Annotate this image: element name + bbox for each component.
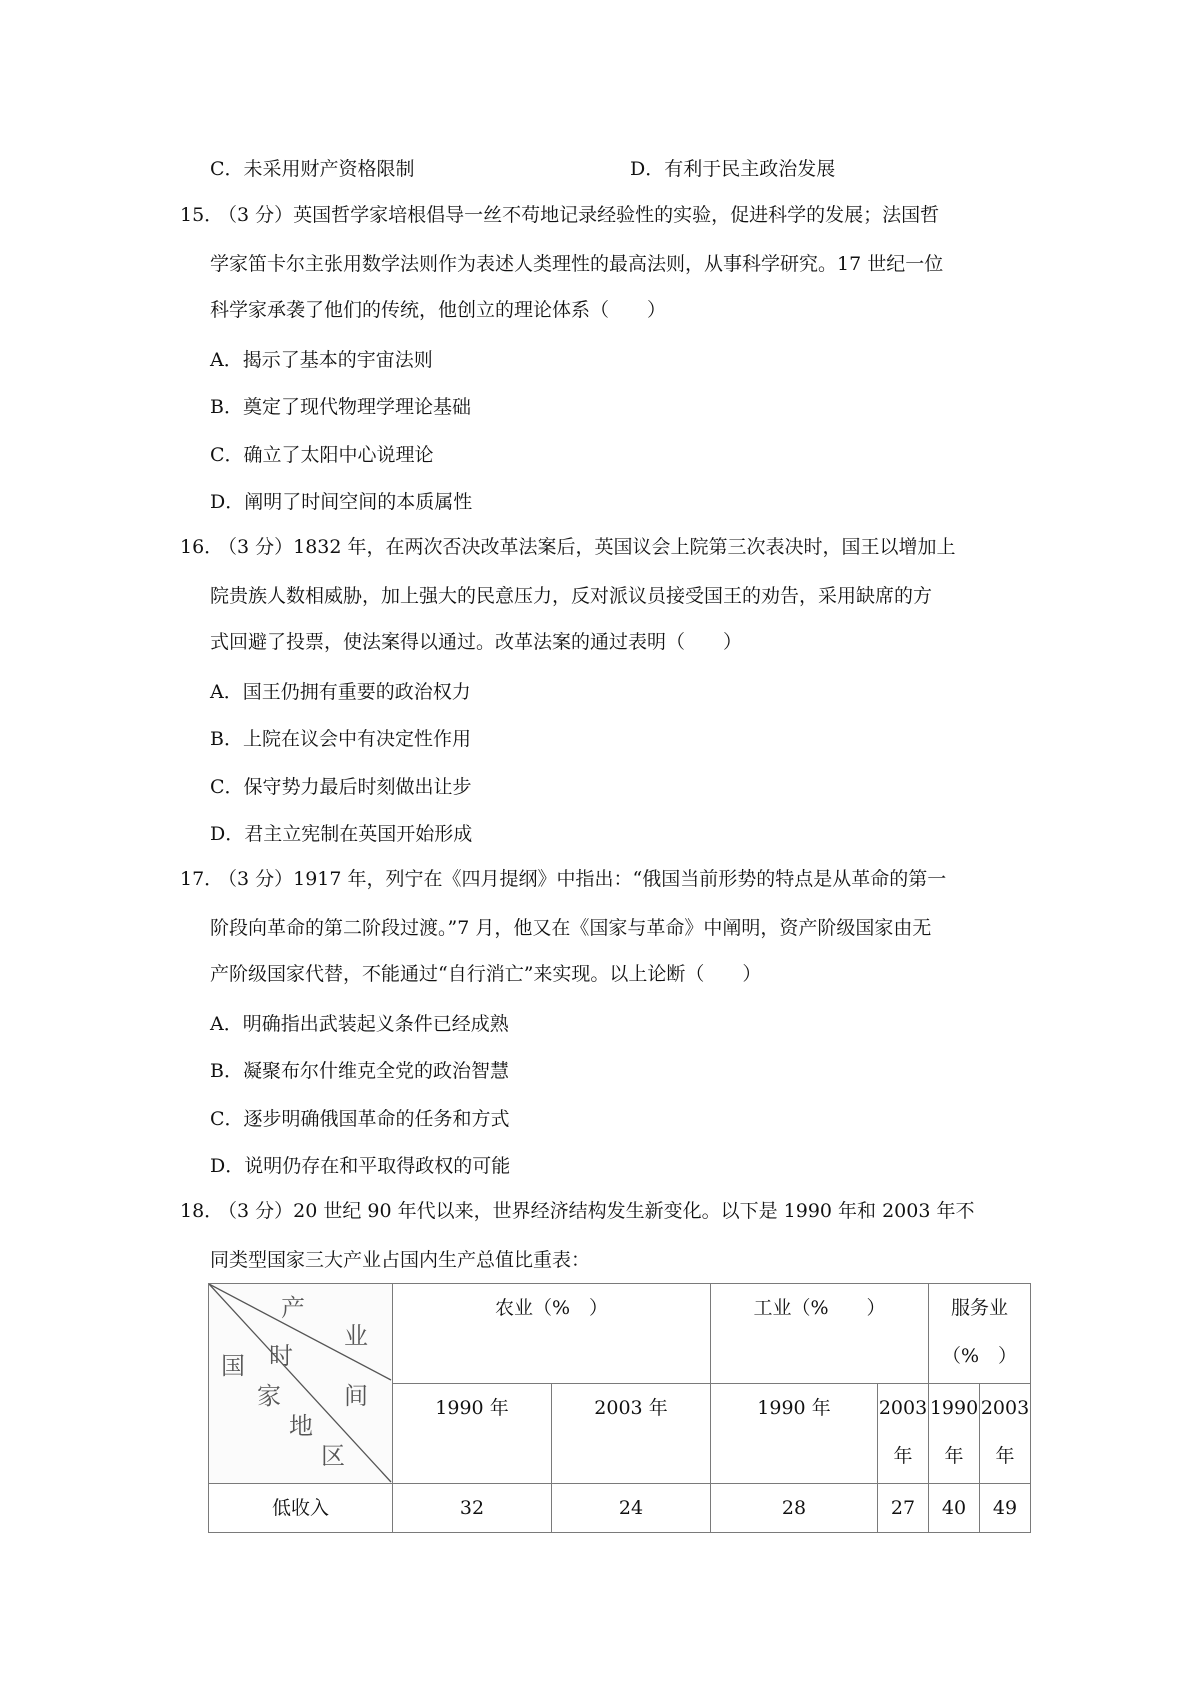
- q17-option-c: C．逐步明确俄国革命的任务和方式: [210, 1108, 510, 1130]
- q16-option-a: A．国王仍拥有重要的政治权力: [210, 681, 471, 703]
- diag-char-jian: 间: [344, 1382, 368, 1410]
- cell-agri-2003: 24: [552, 1484, 711, 1533]
- q15-option-a: A．揭示了基本的宇宙法则: [210, 349, 433, 371]
- diag-char-qu: 区: [321, 1442, 345, 1470]
- diag-char-shi: 时: [269, 1342, 293, 1370]
- year-ind-2003: [878, 1384, 929, 1484]
- header-industry: 工业（% ）: [711, 1284, 929, 1384]
- diag-char-chan: 产: [281, 1294, 305, 1322]
- diag-char-jia: 家: [257, 1382, 281, 1410]
- cell-agri-1990: 32: [393, 1484, 552, 1533]
- q15-stem-line1: （3 分）英国哲学家培根倡导一丝不苟地记录经验性的实验，促进科学的发展；法国哲: [218, 204, 940, 226]
- q15-option-c: C．确立了太阳中心说理论: [210, 444, 434, 466]
- q17-option-d: D．说明仍存在和平取得政权的可能: [210, 1155, 511, 1177]
- diag-char-ye: 业: [344, 1322, 368, 1350]
- q15-option-b: B．奠定了现代物理学理论基础: [210, 396, 471, 418]
- cell-srv-1990: 40: [929, 1484, 980, 1533]
- q16-number: 16．: [180, 536, 224, 558]
- year-agri-1990: 1990 年: [393, 1384, 552, 1484]
- q17-option-a: A．明确指出武装起义条件已经成熟: [210, 1013, 509, 1035]
- diagonal-header-cell: [209, 1284, 393, 1484]
- q14-option-c: C．未采用财产资格限制: [210, 158, 415, 180]
- q17-stem-line1: （3 分）1917 年，列宁在《四月提纲》中指出：“俄国当前形势的特点是从革命的第一: [218, 868, 947, 890]
- cell-ind-1990: 28: [711, 1484, 878, 1533]
- year-srv-1990-l2: 年: [944, 1445, 964, 1467]
- year-agri-2003: 2003 年: [552, 1384, 711, 1484]
- header-agriculture: 农业（% ）: [393, 1284, 711, 1384]
- q17-number: 17．: [180, 868, 224, 890]
- year-ind-1990: 1990 年: [711, 1384, 878, 1484]
- q17-option-b: B．凝聚布尔什维克全党的政治智慧: [210, 1060, 509, 1082]
- q16-option-d: D．君主立宪制在英国开始形成: [210, 823, 473, 845]
- q15-number: 15．: [180, 204, 224, 226]
- q17-stem-line3: 产阶级国家代替，不能通过“自行消亡”来实现。以上论断（ ）: [210, 963, 762, 985]
- q16-option-b: B．上院在议会中有决定性作用: [210, 728, 471, 750]
- q16-stem-line2: 院贵族人数相威胁，加上强大的民意压力，反对派议员接受国王的劝告，采用缺席的方: [210, 585, 933, 607]
- cell-srv-2003: 49: [980, 1484, 1031, 1533]
- diag-char-di: 地: [289, 1412, 313, 1440]
- year-srv-2003-l2: 年: [995, 1445, 1015, 1467]
- year-srv-1990-l1: 1990: [929, 1397, 979, 1419]
- q14-option-d: D．有利于民主政治发展: [630, 158, 836, 180]
- year-srv-1990: [929, 1384, 980, 1484]
- q15-stem-line3: 科学家承袭了他们的传统，他创立的理论体系（ ）: [210, 299, 667, 321]
- q18-stem-line2: 同类型国家三大产业占国内生产总值比重表：: [210, 1249, 591, 1271]
- header-services-line2: （% ）: [941, 1345, 1018, 1367]
- table-row: [209, 1484, 1031, 1533]
- diag-char-guo: 国: [221, 1352, 245, 1380]
- q15-option-d: D．阐明了时间空间的本质属性: [210, 491, 473, 513]
- industry-share-table: [208, 1283, 1031, 1533]
- year-ind-2003-l1: 2003: [878, 1397, 928, 1419]
- q16-option-c: C．保守势力最后时刻做出让步: [210, 776, 472, 798]
- q16-stem-line3: 式回避了投票，使法案得以通过。改革法案的通过表明（ ）: [210, 631, 743, 653]
- q18-number: 18．: [180, 1200, 224, 1222]
- q16-stem-line1: （3 分）1832 年，在两次否决改革法案后，英国议会上院第三次表决时，国王以增加上: [218, 536, 956, 558]
- row-region: 低收入: [209, 1484, 393, 1533]
- header-services-line1: 服务业: [950, 1297, 1008, 1319]
- year-srv-2003: [980, 1384, 1031, 1484]
- q15-stem-line2: 学家笛卡尔主张用数学法则作为表述人类理性的最高法则，从事科学研究。17 世纪一位: [210, 253, 944, 275]
- year-ind-2003-l2: 年: [893, 1445, 913, 1467]
- q18-stem-line1: （3 分）20 世纪 90 年代以来，世界经济结构发生新变化。以下是 1990 年和 2003 年不: [218, 1200, 975, 1222]
- q17-stem-line2: 阶段向革命的第二阶段过渡。”7 月，他又在《国家与革命》中阐明，资产阶级国家由无: [210, 917, 932, 939]
- year-srv-2003-l1: 2003: [980, 1397, 1030, 1419]
- cell-ind-2003: 27: [878, 1484, 929, 1533]
- header-services: [929, 1284, 1031, 1384]
